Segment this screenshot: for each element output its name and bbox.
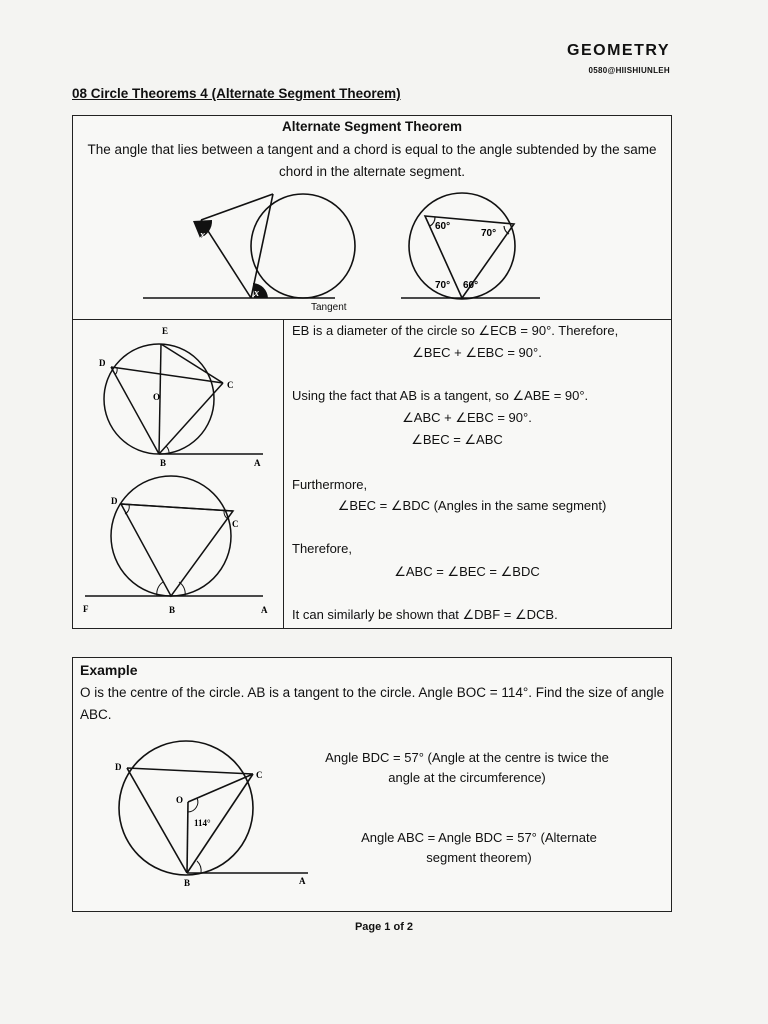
example-question: O is the centre of the circle. AB is a tangent to the circle. Angle BOC = 114°. Find the size of angle ABC. <box>80 685 665 722</box>
svg-text:x: x <box>254 288 259 299</box>
page-footer: Page 1 of 2 <box>354 921 414 933</box>
theorem-box <box>72 115 672 629</box>
example-figure <box>73 730 313 890</box>
svg-text:C: C <box>256 770 263 780</box>
example-answer-2: Angle ABC = Angle BDC = 57° (Alternate segment theorem) <box>361 830 597 865</box>
proof-line-4: ∠ABC + ∠EBC = 90°. <box>402 410 532 425</box>
proof-line-8: Therefore, <box>292 541 352 556</box>
svg-text:A: A <box>254 458 261 468</box>
svg-text:B: B <box>169 605 176 615</box>
svg-text:E: E <box>162 326 169 336</box>
svg-text:B: B <box>160 458 167 468</box>
example-answer-1: Angle BDC = 57° (Angle at the centre is twice the angle at the circumference) <box>325 750 609 785</box>
svg-text:70°: 70° <box>435 280 451 291</box>
proof-figure-same-segment <box>73 474 283 614</box>
svg-text:D: D <box>115 762 122 772</box>
svg-text:114°: 114° <box>194 818 211 828</box>
box-divider <box>73 319 671 320</box>
theorem-title: Alternate Segment Theorem <box>281 119 463 134</box>
header-handle: 0580@HIISHIUNLEH <box>588 66 670 75</box>
svg-text:F: F <box>83 604 89 614</box>
proof-line-2: ∠BEC + ∠EBC = 90°. <box>412 345 542 360</box>
svg-text:D: D <box>111 496 118 506</box>
proof-line-3: Using the fact that AB is a tangent, so ∠ABE = 90°. <box>292 388 589 403</box>
tangent-label: Tangent <box>311 302 347 313</box>
proof-line-6: Furthermore, <box>292 477 368 492</box>
proof-line-10: It can similarly be shown that ∠DBF = ∠DCB. <box>292 607 558 622</box>
column-divider <box>283 319 284 628</box>
svg-text:A: A <box>299 876 306 886</box>
svg-text:60°: 60° <box>463 280 479 291</box>
header-subject: GEOMETRY <box>567 42 670 59</box>
proof-line-5: ∠BEC = ∠ABC <box>411 432 503 447</box>
svg-text:B: B <box>184 878 191 888</box>
svg-text:A: A <box>261 605 268 615</box>
svg-text:O: O <box>176 795 184 805</box>
svg-text:x: x <box>200 230 205 241</box>
svg-text:60°: 60° <box>435 221 451 232</box>
svg-text:D: D <box>99 358 106 368</box>
proof-line-1: EB is a diameter of the circle so ∠ECB = 90°. Therefore, <box>292 323 619 338</box>
document-title: 08 Circle Theorems 4 (Alternate Segment Theorem) <box>72 86 401 101</box>
example-box <box>72 657 672 912</box>
theorem-figure-60-70 <box>73 116 671 316</box>
svg-text:70°: 70° <box>481 228 497 239</box>
example-title: Example <box>80 662 138 678</box>
theorem-statement: The angle that lies between a tangent and a chord is equal to the angle subtended by the same chord in the alternate segment. <box>87 142 657 179</box>
proof-line-9: ∠ABC = ∠BEC = ∠BDC <box>394 564 540 579</box>
svg-text:C: C <box>232 519 239 529</box>
proof-line-7: ∠BEC = ∠BDC (Angles in the same segment) <box>337 498 607 513</box>
proof-figure-diameter <box>73 321 283 481</box>
svg-text:O: O <box>153 392 161 402</box>
svg-text:C: C <box>227 380 234 390</box>
